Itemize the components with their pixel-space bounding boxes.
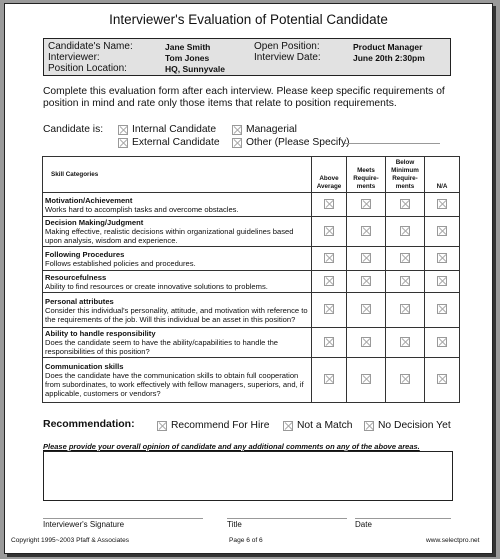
skill-description: Making effective, realistic decisions within organizational guidelines based upon analysis, wisdom and experience. [45, 227, 294, 245]
skill-description: Consider this individual's personality, attitude, and motivation with reference to the requirements of the job. Will this individual be an asset in this position? [45, 305, 308, 324]
no-decision-option[interactable] [364, 420, 451, 431]
position-location-value[interactable]: HQ, Sunnyvale [165, 64, 225, 74]
rating-checkbox-icon[interactable] [400, 199, 410, 209]
skill-description: Does the candidate have the communication skills to obtain full cooperation from subordinates, to work effectively with fellow managers, superiors, and, if applicable, customers or vendors? [45, 371, 304, 398]
open-position-value[interactable]: Product Manager [353, 42, 423, 52]
other-specify-field[interactable] [345, 143, 440, 144]
managerial-label: Managerial [246, 124, 297, 135]
rating-cell-above-average [312, 271, 347, 293]
rating-checkbox-icon[interactable] [324, 226, 334, 236]
rating-cell-meets-requirements [347, 217, 386, 247]
rating-checkbox-icon[interactable] [437, 199, 447, 209]
internal-candidate-label: Internal Candidate [132, 124, 217, 135]
other-option[interactable] [232, 137, 350, 148]
rating-checkbox-icon[interactable] [324, 253, 334, 263]
skill-cell [43, 293, 312, 328]
form-page [4, 3, 493, 554]
rating-cell-below-minimum [386, 358, 425, 403]
not-a-match-option[interactable] [283, 420, 353, 431]
rating-checkbox-icon[interactable] [400, 226, 410, 236]
skill-description: Does the candidate seem to have the ability/capabilities to handle the responsibilities of this position? [45, 338, 279, 356]
skill-description: Works hard to accomplish tasks and overcome obstacles. [45, 204, 239, 214]
skills-table [42, 156, 460, 403]
instructions-text: Complete this evaluation form after each interview. Please keep specific requirements of position in mind and rate only those items that relate to position requirements. [43, 86, 445, 109]
rating-cell-meets-requirements [347, 247, 386, 271]
not-a-match-label: Not a Match [297, 420, 353, 431]
rating-cell-below-minimum [386, 328, 425, 358]
rating-checkbox-icon[interactable] [400, 276, 410, 286]
footer-website: www.selectpro.net [426, 537, 480, 544]
checkbox-icon[interactable] [118, 125, 128, 135]
checkbox-icon[interactable] [364, 421, 374, 431]
footer-page-number: Page 6 of 6 [229, 537, 263, 544]
rating-checkbox-icon[interactable] [437, 337, 447, 347]
skill-cell [43, 193, 312, 217]
title-line[interactable] [227, 518, 347, 519]
rating-cell-below-minimum [386, 217, 425, 247]
open-position-label: Open Position: [254, 41, 320, 52]
checkbox-icon[interactable] [118, 138, 128, 148]
header-meets-requirements: Meets Require- ments [347, 157, 386, 193]
other-label: Other (Please Specify) [246, 137, 350, 148]
rating-checkbox-icon[interactable] [437, 276, 447, 286]
rating-checkbox-icon[interactable] [361, 253, 371, 263]
interviewer-signature-label: Interviewer's Signature [43, 520, 125, 529]
candidate-name-value[interactable]: Jane Smith [165, 42, 211, 52]
rating-checkbox-icon[interactable] [361, 226, 371, 236]
table-row [43, 328, 460, 358]
interview-date-label: Interview Date: [254, 52, 321, 63]
header-below-minimum: Below Minimum Require- ments [386, 157, 425, 193]
table-row [43, 217, 460, 247]
rating-cell-meets-requirements [347, 328, 386, 358]
rating-cell-below-minimum [386, 193, 425, 217]
rating-checkbox-icon[interactable] [324, 276, 334, 286]
checkbox-icon[interactable] [232, 125, 242, 135]
rating-checkbox-icon[interactable] [361, 276, 371, 286]
rating-checkbox-icon[interactable] [400, 253, 410, 263]
skill-cell [43, 247, 312, 271]
rating-cell-na [425, 328, 460, 358]
external-candidate-label: External Candidate [132, 137, 220, 148]
rating-cell-below-minimum [386, 293, 425, 328]
page-title: Interviewer's Evaluation of Potential Candidate [109, 12, 388, 27]
skill-cell [43, 217, 312, 247]
rating-checkbox-icon[interactable] [361, 374, 371, 384]
comments-textarea[interactable] [43, 451, 453, 501]
rating-cell-meets-requirements [347, 293, 386, 328]
skill-title: Decision Making/Judgment [45, 218, 144, 227]
rating-cell-below-minimum [386, 271, 425, 293]
skill-title: Resourcefulness [45, 272, 107, 282]
rating-cell-meets-requirements [347, 358, 386, 403]
rating-checkbox-icon[interactable] [361, 304, 371, 314]
candidate-name-label: Candidate's Name: [48, 41, 133, 52]
skill-title: Ability to handle responsibility [45, 329, 156, 338]
header-above-average: Above Average [312, 157, 347, 193]
recommendation-label: Recommendation: [43, 418, 135, 430]
rating-checkbox-icon[interactable] [400, 337, 410, 347]
managerial-option[interactable] [232, 124, 297, 135]
checkbox-icon[interactable] [157, 421, 167, 431]
rating-cell-meets-requirements [347, 193, 386, 217]
skill-title: Following Procedures [45, 249, 125, 259]
signature-line[interactable] [43, 518, 203, 519]
checkbox-icon[interactable] [232, 138, 242, 148]
rating-cell-na [425, 358, 460, 403]
rating-cell-above-average [312, 247, 347, 271]
table-row [43, 358, 460, 403]
table-row [43, 271, 460, 293]
title-label: Title [227, 520, 242, 529]
rating-checkbox-icon[interactable] [361, 337, 371, 347]
date-label: Date [355, 520, 372, 529]
rating-checkbox-icon[interactable] [437, 253, 447, 263]
interviewer-value[interactable]: Tom Jones [165, 53, 210, 63]
comments-label: Please provide your overall opinion of candidate and any additional comments on any of the above areas. [43, 442, 420, 451]
rating-checkbox-icon[interactable] [437, 226, 447, 236]
rating-checkbox-icon[interactable] [324, 199, 334, 209]
interviewer-label: Interviewer: [48, 52, 100, 63]
rating-checkbox-icon[interactable] [361, 199, 371, 209]
rating-cell-above-average [312, 293, 347, 328]
recommend-hire-option[interactable] [157, 420, 269, 431]
rating-cell-na [425, 217, 460, 247]
rating-cell-meets-requirements [347, 271, 386, 293]
rating-checkbox-icon[interactable] [400, 304, 410, 314]
skill-title: Personal attributes [45, 296, 114, 306]
rating-checkbox-icon[interactable] [324, 374, 334, 384]
rating-checkbox-icon[interactable] [437, 374, 447, 384]
interview-date-value[interactable]: June 20th 2:30pm [353, 53, 425, 63]
internal-candidate-option[interactable] [118, 124, 216, 135]
skill-title: Communication skills [45, 362, 124, 371]
date-line[interactable] [355, 518, 451, 519]
skill-title: Motivation/Achievement [45, 195, 133, 205]
rating-cell-above-average [312, 328, 347, 358]
rating-cell-below-minimum [386, 247, 425, 271]
skill-cell [43, 271, 312, 293]
recommend-hire-label: Recommend For Hire [171, 420, 270, 431]
skill-cell [43, 358, 312, 403]
rating-cell-above-average [312, 193, 347, 217]
table-row [43, 193, 460, 217]
header-na: N/A [425, 157, 460, 193]
rating-cell-above-average [312, 217, 347, 247]
external-candidate-option[interactable] [118, 137, 220, 148]
rating-cell-na [425, 293, 460, 328]
position-location-label: Position Location: [48, 63, 127, 74]
rating-cell-na [425, 271, 460, 293]
skill-cell [43, 328, 312, 358]
skill-description: Ability to find resources or create innovative solutions to problems. [45, 281, 268, 291]
candidate-info-box [43, 38, 451, 76]
rating-checkbox-icon[interactable] [437, 304, 447, 314]
rating-checkbox-icon[interactable] [324, 337, 334, 347]
footer-copyright: Copyright 1995~2003 Pfaff & Associates [11, 537, 130, 544]
table-row [43, 293, 460, 328]
rating-cell-na [425, 247, 460, 271]
candidate-is-label: Candidate is: [43, 124, 104, 135]
rating-cell-above-average [312, 358, 347, 403]
checkbox-icon[interactable] [283, 421, 293, 431]
table-row [43, 247, 460, 271]
rating-checkbox-icon[interactable] [400, 374, 410, 384]
no-decision-label: No Decision Yet [378, 420, 451, 431]
header-skill-categories: Skill Categories [43, 157, 312, 193]
rating-checkbox-icon[interactable] [324, 304, 334, 314]
skill-description: Follows established policies and procedures. [45, 258, 196, 268]
rating-cell-na [425, 193, 460, 217]
